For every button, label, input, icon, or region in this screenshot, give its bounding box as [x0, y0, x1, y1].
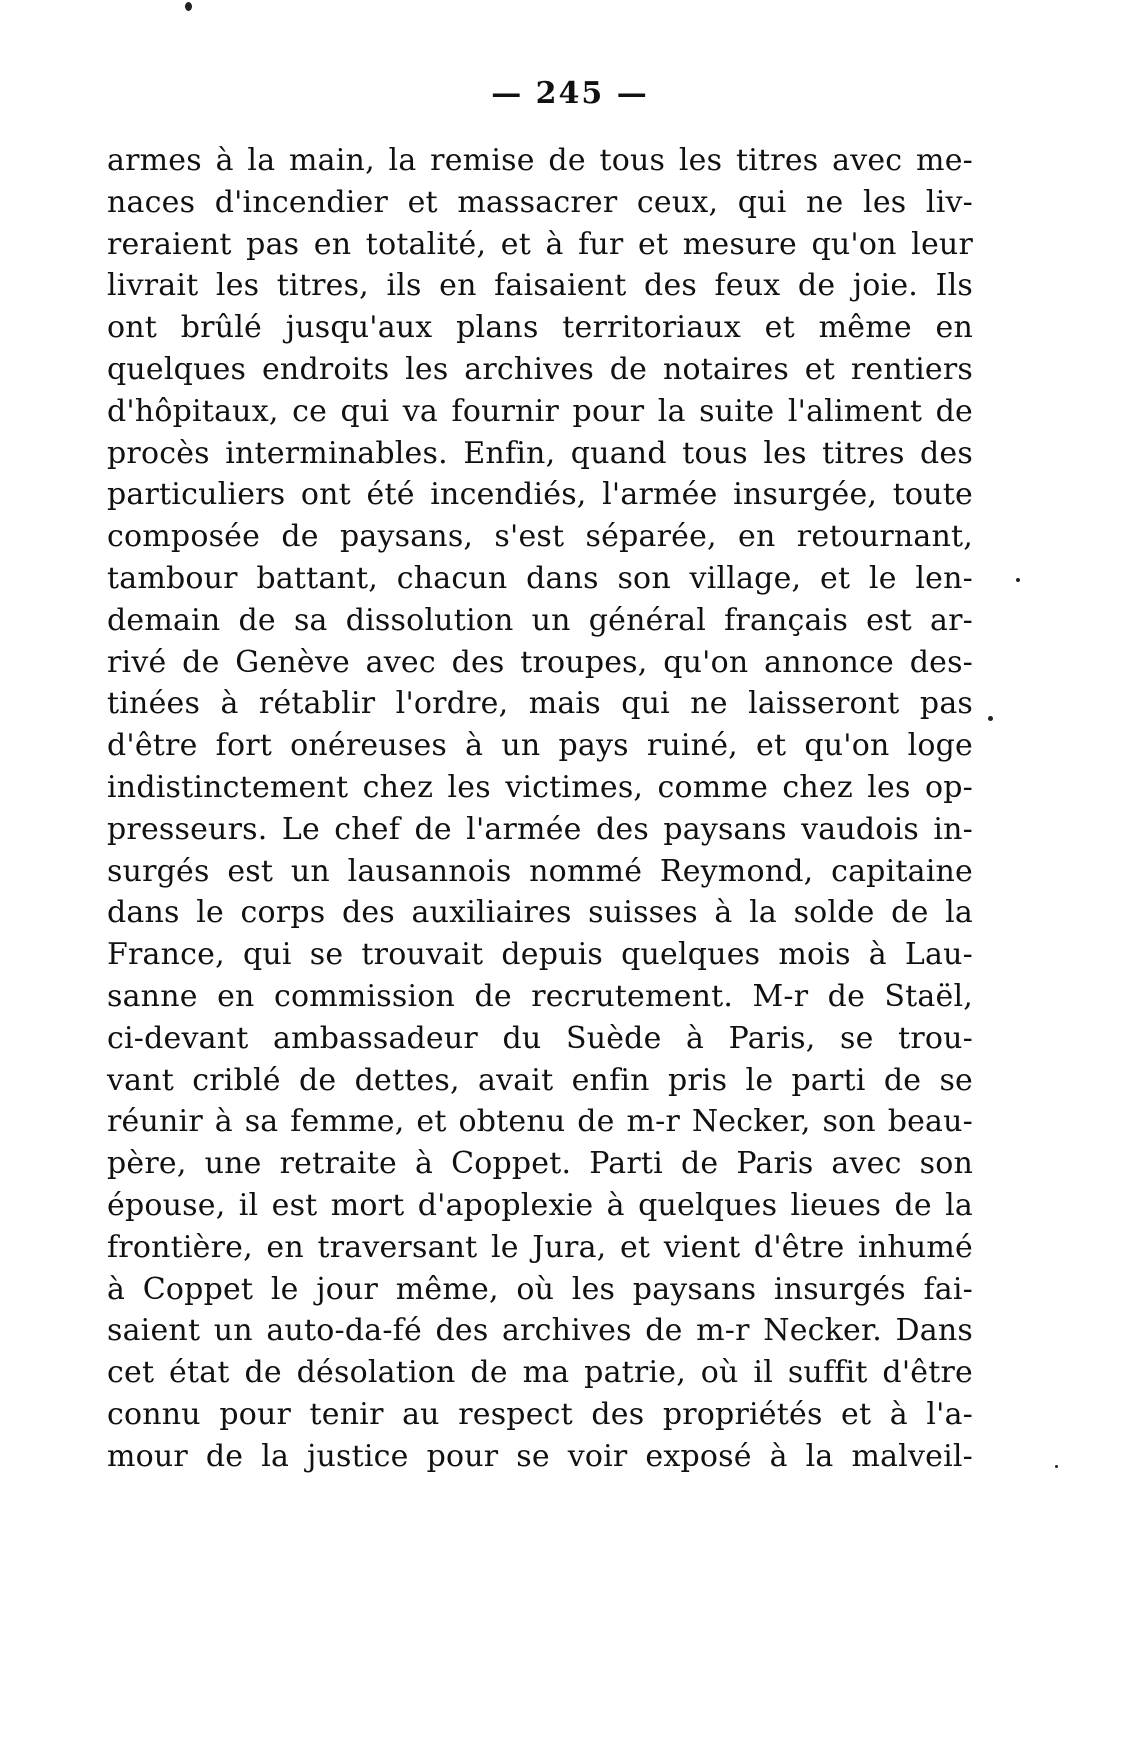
text-line: ci-devant ambassadeur du Suède à Paris, se trou-	[107, 1020, 973, 1056]
scan-speck	[1016, 578, 1020, 582]
text-line: saient un auto-da-fé des archives de m-r Necker. Dans	[107, 1313, 973, 1349]
text-line: vant criblé de dettes, avait enfin pris le parti de se	[107, 1062, 973, 1098]
text-line: surgés est un lausannois nommé Reymond, capitaine	[107, 853, 973, 889]
text-line: tinées à rétablir l'ordre, mais qui ne laisseront pas	[107, 686, 973, 722]
text-line: dans le corps des auxiliaires suisses à la solde de la	[107, 895, 973, 931]
scan-speck	[1055, 1465, 1058, 1468]
text-line: d'être fort onéreuses à un pays ruiné, et qu'on loge	[107, 728, 973, 764]
text-line: mour de la justice pour se voir exposé à la malveil-	[107, 1438, 973, 1474]
text-line: réunir à sa femme, et obtenu de m-r Necker, son beau-	[107, 1104, 973, 1140]
scan-speck	[988, 716, 993, 721]
text-line: d'hôpitaux, ce qui va fournir pour la suite l'aliment de	[107, 393, 973, 429]
text-line: sanne en commission de recrutement. M-r de Staël,	[107, 978, 973, 1014]
text-line: naces d'incendier et massacrer ceux, qui ne les liv-	[107, 184, 973, 220]
text-line: procès interminables. Enfin, quand tous les titres des	[107, 435, 973, 471]
page-number: — 245 —	[491, 76, 649, 111]
text-line: rivé de Genève avec des troupes, qu'on annonce des-	[107, 644, 973, 680]
text-line: presseurs. Le chef de l'armée des paysans vaudois in-	[107, 811, 973, 847]
scan-speck	[185, 2, 192, 11]
text-line: frontière, en traversant le Jura, et vient d'être inhumé	[107, 1229, 973, 1265]
text-line: livrait les titres, ils en faisaient des feux de joie. Ils	[107, 268, 973, 304]
text-line: France, qui se trouvait depuis quelques mois à Lau-	[107, 937, 973, 973]
text-line: épouse, il est mort d'apoplexie à quelques lieues de la	[107, 1187, 973, 1223]
text-line: père, une retraite à Coppet. Parti de Paris avec son	[107, 1146, 973, 1182]
text-line: ont brûlé jusqu'aux plans territoriaux et même en	[107, 310, 973, 346]
text-line: quelques endroits les archives de notaires et rentiers	[107, 351, 973, 387]
text-line: tambour battant, chacun dans son village, et le len-	[107, 560, 973, 596]
text-line: armes à la main, la remise de tous les titres avec me-	[107, 143, 973, 178]
text-line: cet état de désolation de ma patrie, où il suffit d'être	[107, 1355, 973, 1391]
text-line: particuliers ont été incendiés, l'armée insurgée, toute	[107, 477, 973, 513]
body-text	[107, 140, 973, 1478]
text-line: connu pour tenir au respect des propriétés et à l'a-	[107, 1396, 973, 1432]
text-line: demain de sa dissolution un général français est ar-	[107, 602, 973, 638]
text-line: reraient pas en totalité, et à fur et mesure qu'on leur	[107, 226, 973, 262]
text-line: composée de paysans, s'est séparée, en retournant,	[107, 519, 973, 555]
text-line: à Coppet le jour même, où les paysans insurgés fai-	[107, 1271, 973, 1307]
text-line: indistinctement chez les victimes, comme chez les op-	[107, 769, 973, 805]
